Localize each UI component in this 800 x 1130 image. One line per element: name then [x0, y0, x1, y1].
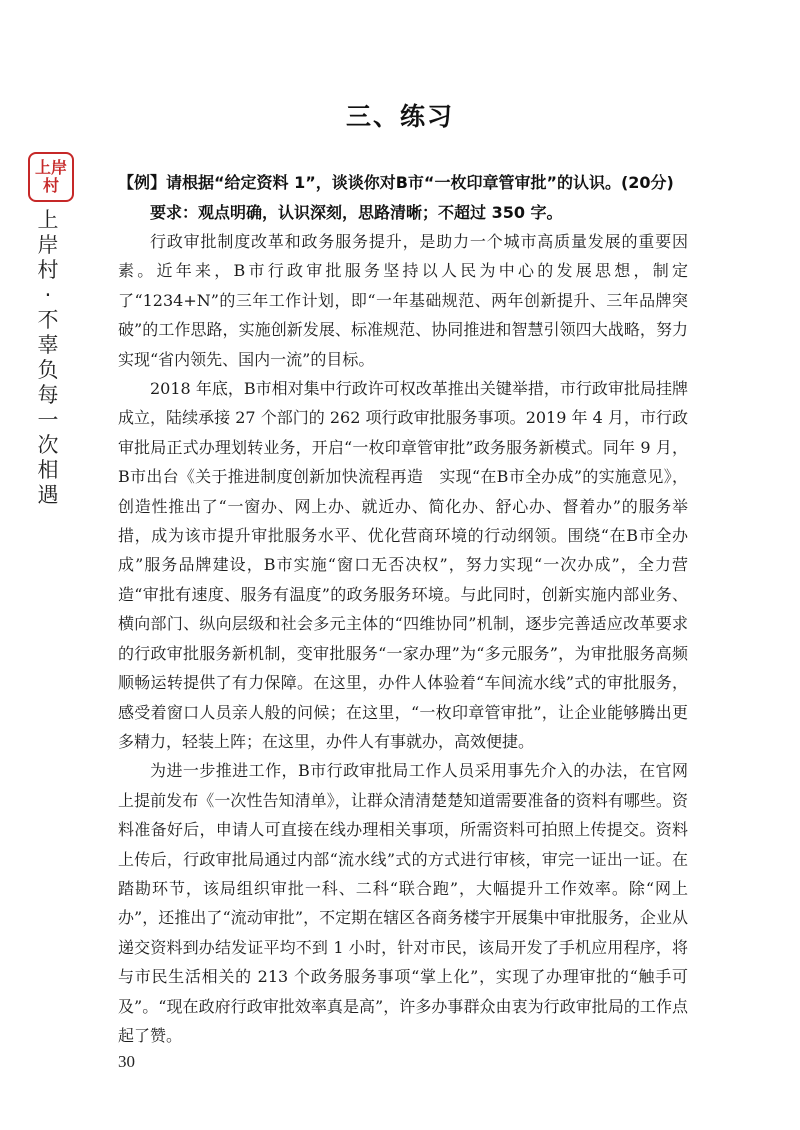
question-text: 【例】请根据“给定资料 1”，谈谈你对B市“一枚印章管审批”的认识。(20分) — [118, 173, 674, 192]
material-paragraph-2: 2018 年底，B市相对集中行政许可权改革推出关键举措，市行政审批局挂牌成立，陆续承接 27 个部门的 262 项行政审批服务事项。2019 年 4 月，市行政审批局正式办理划转业务，开启“一枚印章管审批”政务服务新模式。同年 9 月，B市出台《关于推进制度创新加快流程再造 实现“在B市全办成”的实施意见》，创造性推出了“一窗办、网上办、就近办、简化办、舒心办、督着办”的服务举措，成为该市提升审批服务水平、优化营商环境的行动纲领。围绕“在B市全办成”服务品牌建设，B市实施“窗口无否决权”，努力实现“一次办成”，全力营造“审批有速度、服务有温度”的政务服务环境。与此同时，创新实施内部业务、横向部门、纵向层级和社会多元主体的“四维协同”机制，逐步完善适应改革要求的行政审批服务新机制，变审批服务“一家办理”为“多元服务”，为审批服务高频顺畅运转提供了有力保障。在这里，办件人体验着“车间流水线”式的审批服务，感受着窗口人员亲人般的问候；在这里，“一枚印章管审批”，让企业能够腾出更多精力，轻装上阵；在这里，办件人有事就办，高效便捷。 — [118, 379, 688, 751]
material-paragraph-1: 行政审批制度改革和政务服务提升，是助力一个城市高质量发展的重要因素。近年来，B市行政审批服务坚持以人民为中心的发展思想，制定了“1234+N”的三年工作计划，即“一年基础规范、两年创新提升、三年品牌突破”的工作思路，实施创新发展、标准规范、协同推进和智慧引领四大战略，努力实现“省内领先、国内一流”的目标。 — [118, 232, 688, 369]
brand-seal-logo — [28, 152, 74, 202]
seal-line-1: 上岸 — [34, 158, 67, 177]
main-content — [118, 168, 688, 1050]
page-number: 30 — [118, 1052, 135, 1071]
material-paragraph-3: 为进一步推进工作，B市行政审批局工作人员采用事先介入的办法，在官网上提前发布《一次性告知清单》，让群众清清楚楚知道需要准备的资料有哪些。资料准备好后，申请人可直接在线办理相关事项，所需资料可拍照上传提交。资料上传后，行政审批局通过内部“流水线”式的方式进行审核，审完一证出一证。在踏勘环节，该局组织审批一科、二科“联合跑”，大幅提升工作效率。除“网上办”，还推出了“流动审批”，不定期在辖区各商务楼宇开展集中审批服务，企业从递交资料到办结发证平均不到 1 小时，针对市民，该局开发了手机应用程序，将与市民生活相关的 213 个政务服务事项“掌上化”，实现了办理审批的“触手可及”。“现在政府行政审批效率真是高”，许多办事群众由衷为行政审批局的工作点起了赞。 — [118, 761, 688, 1045]
section-title: 三、练习 — [345, 102, 454, 131]
requirement-text: 要求：观点明确，认识深刻，思路清晰；不超过 350 字。 — [150, 203, 563, 222]
brand-slogan: 上岸村·不辜负每一次相遇 — [37, 208, 59, 507]
seal-line-2: 村 — [42, 176, 59, 195]
